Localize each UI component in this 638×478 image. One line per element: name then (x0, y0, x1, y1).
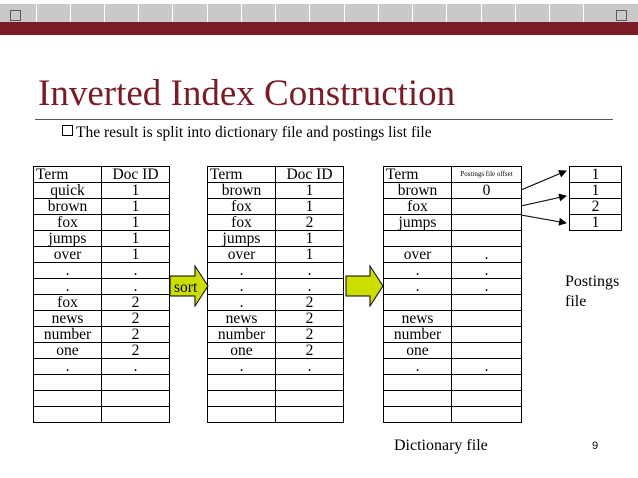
table-cell: brown (34, 199, 102, 215)
table-cell: 2 (102, 343, 170, 359)
table-cell: 1 (102, 183, 170, 199)
table-cell: 2 (102, 311, 170, 327)
table-cell: . (102, 279, 170, 295)
table-cell: . (102, 263, 170, 279)
table-cell: . (34, 263, 102, 279)
table-cell: 2 (276, 295, 344, 311)
table-cell: brown (208, 183, 276, 199)
table-cell: 2 (276, 311, 344, 327)
table-cell: quick (34, 183, 102, 199)
split-arrow-icon (346, 266, 383, 306)
table-cell: news (384, 311, 452, 327)
table-cell: 1 (102, 215, 170, 231)
table-cell: news (208, 311, 276, 327)
column-header: Doc ID (102, 167, 170, 183)
posting-cell: 1 (570, 167, 622, 183)
table-cell: . (384, 359, 452, 375)
table-cell: fox (208, 215, 276, 231)
table-cell: fox (384, 199, 452, 215)
table-cell: 1 (102, 199, 170, 215)
table-cell: 1 (276, 247, 344, 263)
table-cell: one (208, 343, 276, 359)
sort-label: sort (174, 279, 198, 296)
table-cell: jumps (208, 231, 276, 247)
table-cell: 1 (102, 247, 170, 263)
posting-cell: 1 (570, 215, 622, 231)
page-number: 9 (592, 440, 599, 452)
table-cell: . (208, 279, 276, 295)
pointer-arrow-icon (521, 196, 566, 206)
table-cell: news (34, 311, 102, 327)
table-cell: over (34, 247, 102, 263)
table-cell: fox (34, 215, 102, 231)
table-cell: one (384, 343, 452, 359)
table-cell: number (384, 327, 452, 343)
table-cell: 2 (102, 295, 170, 311)
column-header: Term (384, 167, 452, 183)
table-cell: over (384, 247, 452, 263)
table-cell: . (276, 279, 344, 295)
table-cell: . (276, 263, 344, 279)
posting-cell: 2 (570, 199, 622, 215)
table-cell: . (384, 263, 452, 279)
table-cell: brown (384, 183, 452, 199)
table-cell: . (34, 359, 102, 375)
table-cell: . (34, 279, 102, 295)
table-cell: . (452, 279, 522, 295)
table-cell: fox (34, 295, 102, 311)
column-header: Term (208, 167, 276, 183)
table-cell: 2 (276, 215, 344, 231)
table-cell: . (208, 295, 276, 311)
table-cell: . (384, 279, 452, 295)
table-cell: 1 (276, 183, 344, 199)
table-cell: number (34, 327, 102, 343)
pointer-arrow-icon (521, 215, 566, 223)
table-cell: 2 (102, 327, 170, 343)
postings-file-label (565, 272, 619, 312)
pointer-arrow-icon (521, 171, 566, 190)
column-header: Doc ID (276, 167, 344, 183)
table-cell: over (208, 247, 276, 263)
posting-cell: 1 (570, 183, 622, 199)
table-cell: fox (208, 199, 276, 215)
table-cell: . (208, 359, 276, 375)
bullet-text: The result is split into dictionary file and postings list file (76, 124, 432, 141)
table-cell: jumps (34, 231, 102, 247)
table-cell: . (276, 359, 344, 375)
postings-label-line1: Postings (565, 273, 620, 290)
table-cell: . (452, 263, 522, 279)
dictionary-file-label: Dictionary file (394, 437, 488, 454)
table-cell: 2 (276, 343, 344, 359)
table-cell: 1 (276, 199, 344, 215)
table-cell: 2 (276, 327, 344, 343)
table-cell: 1 (276, 231, 344, 247)
table-cell: . (452, 359, 522, 375)
table-cell: . (452, 247, 522, 263)
column-header: Postings file offset (452, 167, 522, 183)
table-cell: . (102, 359, 170, 375)
column-header: Term (34, 167, 102, 183)
postings-label-line2: file (565, 293, 587, 310)
table-cell: jumps (384, 215, 452, 231)
table-cell: number (208, 327, 276, 343)
table-cell: . (208, 263, 276, 279)
table-cell: one (34, 343, 102, 359)
table-cell: 1 (102, 231, 170, 247)
slide-title: Inverted Index Construction (38, 73, 456, 114)
table-cell: 0 (452, 183, 522, 199)
